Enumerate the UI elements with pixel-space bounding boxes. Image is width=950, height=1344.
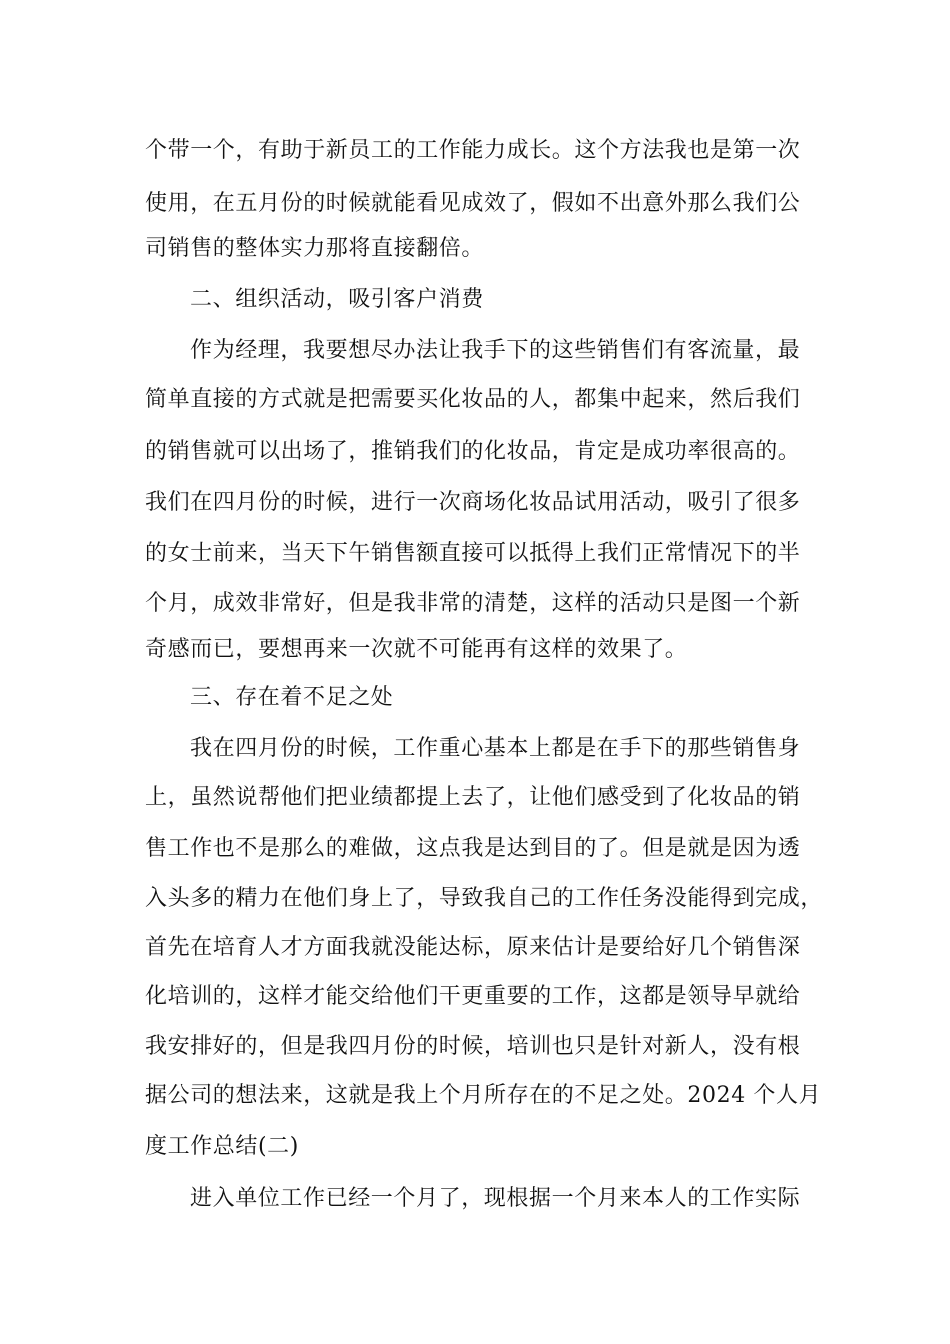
body-text-line: 我在四月份的时候，工作重心基本上都是在手下的那些销售身: [190, 736, 801, 761]
body-text-line: 简单直接的方式就是把需要买化妆品的人，都集中起来，然后我们: [145, 387, 801, 412]
body-text-line: 个带一个，有助于新员工的工作能力成长。这个方法我也是第一次: [145, 138, 801, 163]
body-text-line: 首先在培育人才方面我就没能达标，原来估计是要给好几个销售深: [145, 935, 801, 960]
body-text-line: 进入单位工作已经一个月了，现根据一个月来本人的工作实际: [190, 1186, 801, 1211]
body-text-line: 个月，成效非常好，但是我非常的清楚，这样的活动只是图一个新: [145, 591, 801, 616]
section-heading: 二、组织活动，吸引客户消费: [190, 287, 484, 312]
body-text-line: 上，虽然说帮他们把业绩都提上去了，让他们感受到了化妆品的销: [145, 785, 801, 810]
section-heading: 三、存在着不足之处: [190, 685, 394, 710]
body-text-line: 使用，在五月份的时候就能看见成效了，假如不出意外那么我们公: [145, 191, 801, 216]
body-text-line: 我们在四月份的时候，进行一次商场化妆品试用活动，吸引了很多: [145, 490, 801, 515]
body-text-line: 化培训的，这样才能交给他们干更重要的工作，这都是领导早就给: [145, 984, 801, 1009]
body-text-line: 的销售就可以出场了，推销我们的化妆品，肯定是成功率很高的。: [145, 439, 801, 464]
body-text-line: 度工作总结(二): [145, 1134, 299, 1159]
body-text-line: 据公司的想法来，这就是我上个月所存在的不足之处。2024 个人月: [145, 1083, 822, 1108]
body-text-line: 我安排好的，但是我四月份的时候，培训也只是针对新人，没有根: [145, 1034, 801, 1059]
body-text-line: 售工作也不是那么的难做，这点我是达到目的了。但是就是因为透: [145, 836, 801, 861]
body-text-line: 作为经理，我要想尽办法让我手下的这些销售们有客流量，最: [190, 338, 801, 363]
body-text-line: 入头多的精力在他们身上了，导致我自己的工作任务没能得到完成，: [145, 886, 824, 911]
body-text-line: 奇感而已，要想再来一次就不可能再有这样的效果了。: [145, 637, 688, 662]
body-text-line: 司销售的整体实力那将直接翻倍。: [145, 236, 485, 261]
body-text-line: 的女士前来，当天下午销售额直接可以抵得上我们正常情况下的半: [145, 541, 801, 566]
